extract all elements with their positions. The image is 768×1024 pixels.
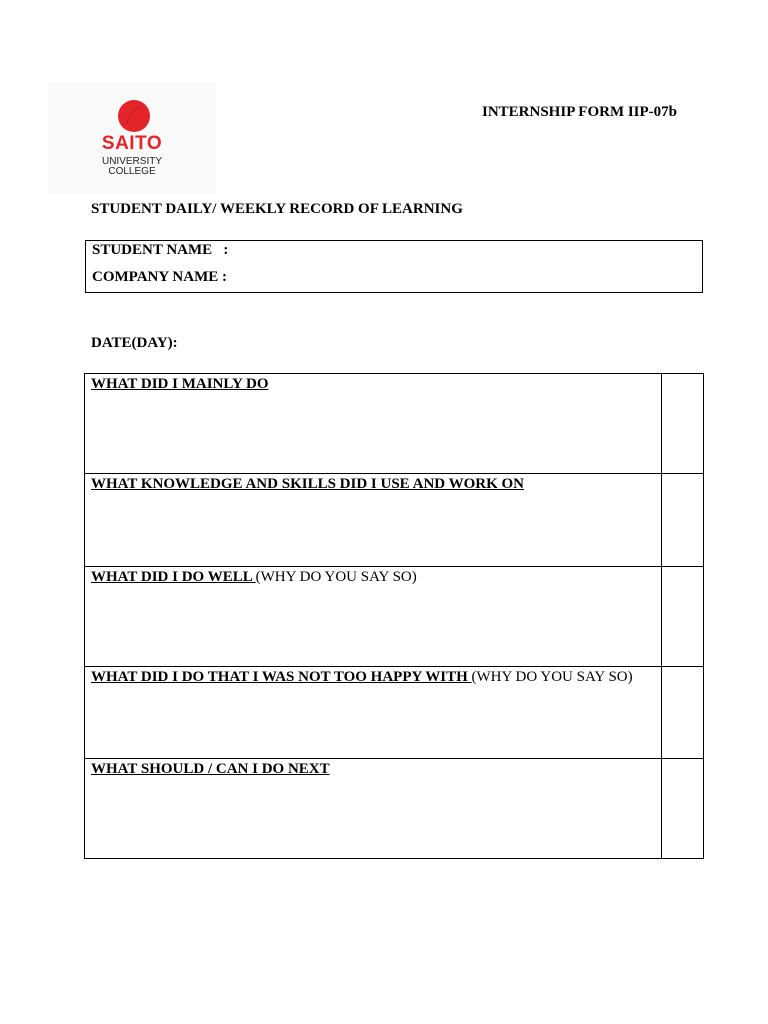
form-title: STUDENT DAILY/ WEEKLY RECORD OF LEARNING (91, 201, 463, 217)
prompt-cell-knowledge-skills[interactable] (85, 474, 662, 567)
prompt-cell-mainly-do[interactable] (85, 374, 662, 474)
logo-subtitle-line1: UNIVERSITY (101, 156, 162, 167)
side-cell[interactable] (662, 474, 704, 567)
logo-circle-icon (118, 100, 150, 132)
form-code: INTERNSHIP FORM IIP-07b (482, 104, 678, 120)
prompt-cell-do-next[interactable] (85, 759, 662, 859)
student-info-box (85, 240, 703, 293)
company-name-field[interactable]: COMPANY NAME : (92, 269, 227, 285)
date-field[interactable]: DATE(DAY): (91, 335, 178, 351)
prompt-label: WHAT DID I MAINLY DO (91, 376, 269, 392)
reflection-table (84, 373, 704, 859)
university-logo (48, 82, 216, 194)
table-row (85, 667, 704, 759)
prompt-label: WHAT KNOWLEDGE AND SKILLS DID I USE AND WORK ON (91, 476, 525, 492)
prompt-cell-not-happy[interactable] (85, 667, 662, 759)
table-row (85, 374, 704, 474)
prompt-note: (WHY DO YOU SAY SO) (471, 669, 633, 685)
side-cell[interactable] (662, 374, 704, 474)
side-cell[interactable] (662, 667, 704, 759)
prompt-label: WHAT DID I DO THAT I WAS NOT TOO HAPPY WITH (91, 669, 472, 685)
logo-subtitle-line2: COLLEGE (108, 166, 156, 177)
side-cell[interactable] (662, 759, 704, 859)
side-cell[interactable] (662, 567, 704, 667)
prompt-label: WHAT SHOULD / CAN I DO NEXT (91, 761, 330, 777)
student-name-field[interactable]: STUDENT NAME : (92, 242, 229, 258)
table-row (85, 567, 704, 667)
prompt-label: WHAT DID I DO WELL (91, 569, 256, 585)
prompt-note: (WHY DO YOU SAY SO) (255, 569, 417, 585)
logo-brand-text: SAITO (101, 133, 163, 154)
table-row (85, 474, 704, 567)
table-row (85, 759, 704, 859)
prompt-cell-did-well[interactable] (85, 567, 662, 667)
